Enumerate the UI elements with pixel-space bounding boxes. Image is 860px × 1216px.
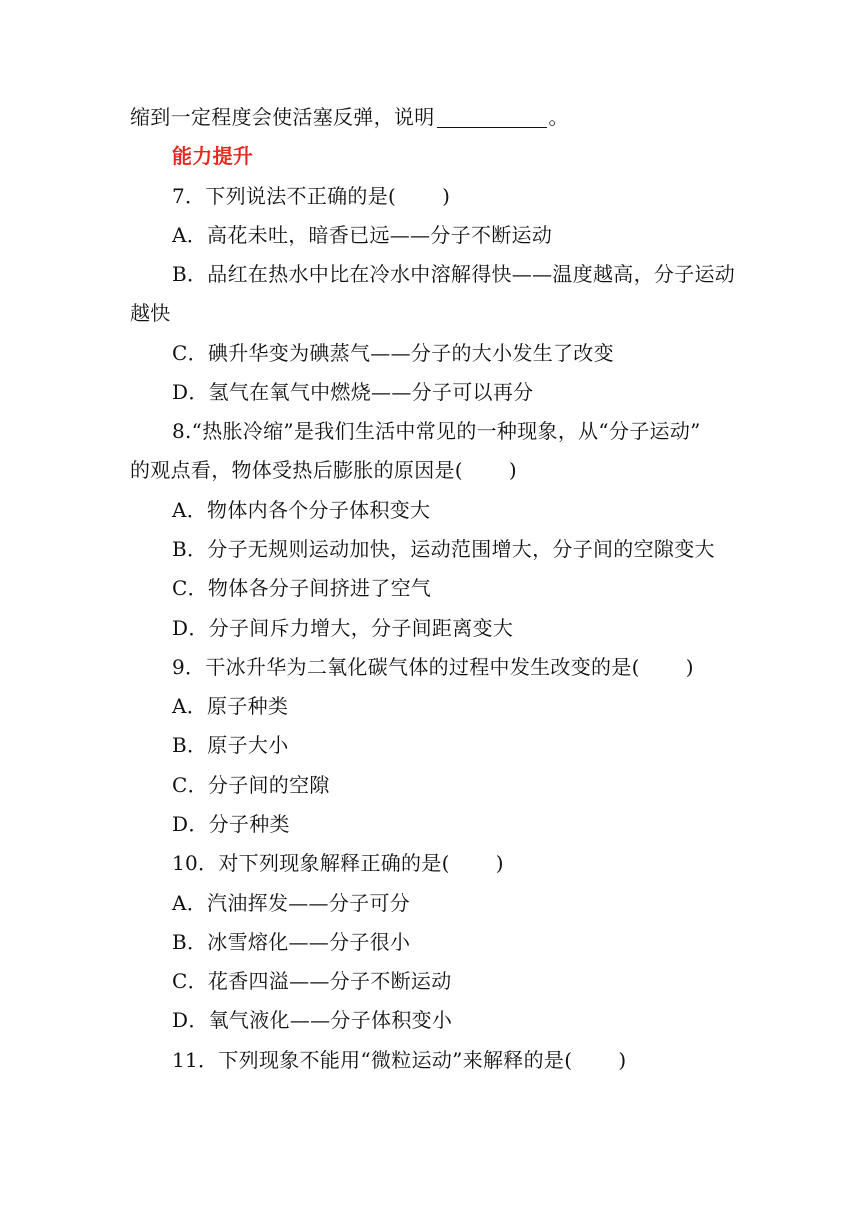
question-7-option-b-cont: 越快 (130, 301, 171, 325)
question-7-stem (172, 177, 740, 216)
question-9-stem (172, 648, 740, 687)
question-9-option-a: A．原子种类 (172, 694, 289, 718)
question-7-option-d: D．氢气在氧气中燃烧——分子可以再分 (172, 380, 534, 404)
question-9-option-b: B．原子大小 (172, 733, 289, 757)
intro-text: 缩到一定程度会使活塞反弹，说明 (130, 105, 435, 129)
question-7-option-b: B．品红在热水中比在冷水中溶解得快——温度越高，分子运动 (172, 262, 736, 286)
question-9-close: ) (685, 655, 694, 679)
section-heading: 能力提升 (172, 144, 254, 168)
question-10-text: 10．对下列现象解释正确的是( (172, 851, 450, 875)
question-7-text: 7．下列说法不正确的是( (172, 184, 397, 208)
question-9-option-d: D．分子种类 (172, 812, 290, 836)
question-11-stem (172, 1041, 740, 1080)
question-8-stem-line1: 8.“热胀冷缩”是我们生活中常见的一种现象，从“分子运动” (172, 419, 701, 443)
question-8-option-c: C．物体各分子间挤进了空气 (172, 576, 432, 600)
question-11-close: ) (618, 1048, 627, 1072)
question-10-option-c: C．花香四溢——分子不断运动 (172, 969, 452, 993)
question-8-option-a: A．物体内各个分子体积变大 (172, 498, 431, 522)
question-9-option-c: C．分子间的空隙 (172, 773, 330, 797)
question-9-text: 9．干冰升华为二氧化碳气体的过程中发生改变的是( (172, 655, 640, 679)
question-8-text: 的观点看，物体受热后膨胀的原因是( (130, 458, 463, 482)
question-10-stem (172, 844, 740, 883)
question-8-stem-line2 (130, 451, 740, 490)
intro-line (130, 98, 740, 137)
question-8-option-b: B．分子无规则运动加快，运动范围增大，分子间的空隙变大 (172, 537, 715, 561)
question-10-option-b: B．冰雪熔化——分子很小 (172, 930, 411, 954)
question-11-text: 11．下列现象不能用“微粒运动”来解释的是( (172, 1048, 573, 1072)
answer-blank (437, 105, 547, 128)
question-7-close: ) (442, 184, 451, 208)
question-7-option-c: C．碘升华变为碘蒸气——分子的大小发生了改变 (172, 341, 614, 365)
question-10-option-a: A．汽油挥发——分子可分 (172, 891, 411, 915)
intro-end: 。 (548, 105, 569, 129)
question-10-option-d: D．氧气液化——分子体积变小 (172, 1008, 453, 1032)
question-10-close: ) (495, 851, 504, 875)
question-8-close: ) (508, 458, 518, 482)
question-7-option-a: A．高花未吐，暗香已远——分子不断运动 (172, 223, 553, 247)
question-8-option-d: D．分子间斥力增大，分子间距离变大 (172, 616, 514, 640)
